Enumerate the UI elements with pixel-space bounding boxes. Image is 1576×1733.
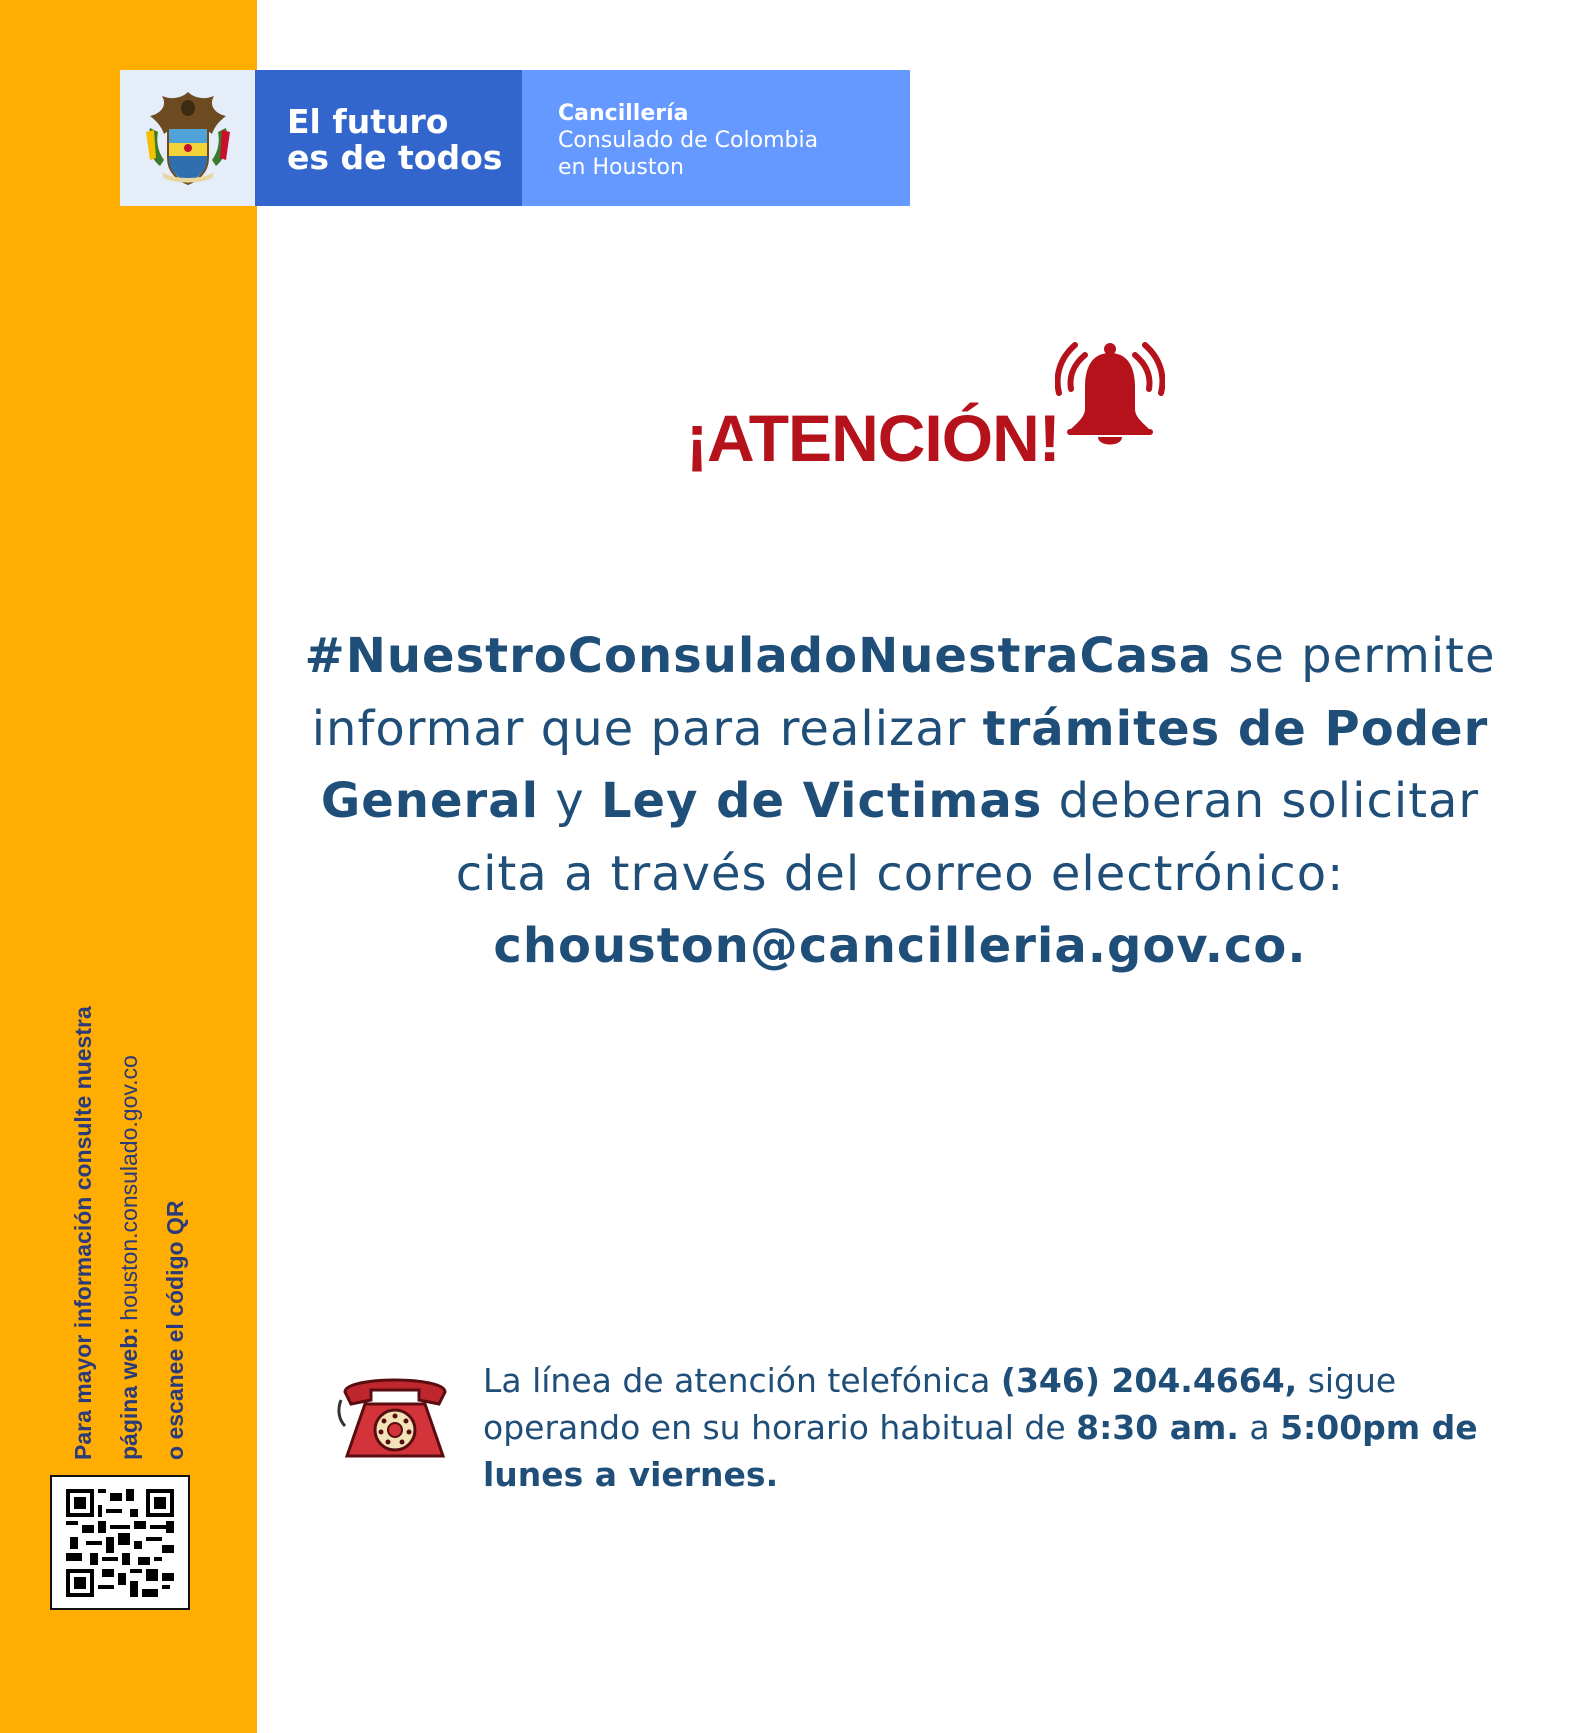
alert-title: ¡ATENCIÓN! [686, 401, 1060, 475]
logo-box [120, 70, 255, 206]
sidebar-web-label: página web: [116, 1327, 142, 1460]
sidebar-info-text [60, 900, 198, 1460]
slogan-line2: es de todos [287, 138, 503, 177]
qr-code[interactable] [50, 1475, 190, 1610]
phone-number[interactable]: (346) 204.4664, [1000, 1361, 1298, 1400]
qr-code-icon [66, 1489, 174, 1597]
sidebar-web-url[interactable]: houston.consulado.gov.co [116, 1055, 142, 1328]
organization-name: Cancillería [558, 101, 689, 126]
bell-icon [1055, 335, 1165, 455]
procedure-ley-victimas: Ley de Victimas [600, 773, 1043, 829]
hours-end: 5:00pm de lunes a viernes. [483, 1408, 1478, 1494]
organization-line3: en Houston [558, 155, 684, 180]
sidebar-line1: Para mayor información consulte nuestra [70, 1006, 96, 1460]
coat-of-arms-icon [142, 88, 234, 188]
main-message: #NuestroConsuladoNuestraCasa se permite informar que para realizar trámites de Poder General y Ley de Victimas deberan solicitar cita a través del correo electrónico: chouston@cancilleria.gov.co. [304, 628, 1496, 974]
slogan-box [255, 70, 522, 206]
phone-message: La línea de atención telefónica (346) 204.4664, sigue operando en su horario habitual de 8:30 am. a 5:00pm de lunes a viernes. [483, 1361, 1478, 1494]
organization-line2: Consulado de Colombia [558, 128, 819, 153]
header-banner [120, 70, 910, 206]
sidebar-line3: o escanee el código QR [162, 1200, 188, 1460]
hours-start: 8:30 am. [1076, 1408, 1239, 1447]
procedure-poder-general: trámites de Poder General [320, 700, 1489, 829]
hashtag: #NuestroConsuladoNuestraCasa [304, 628, 1213, 684]
sidebar [0, 0, 257, 1733]
telephone-icon [335, 1370, 455, 1465]
contact-email[interactable]: chouston@cancilleria.gov.co. [493, 918, 1307, 974]
organization-box [522, 70, 910, 206]
slogan-line1: El futuro [287, 102, 449, 141]
